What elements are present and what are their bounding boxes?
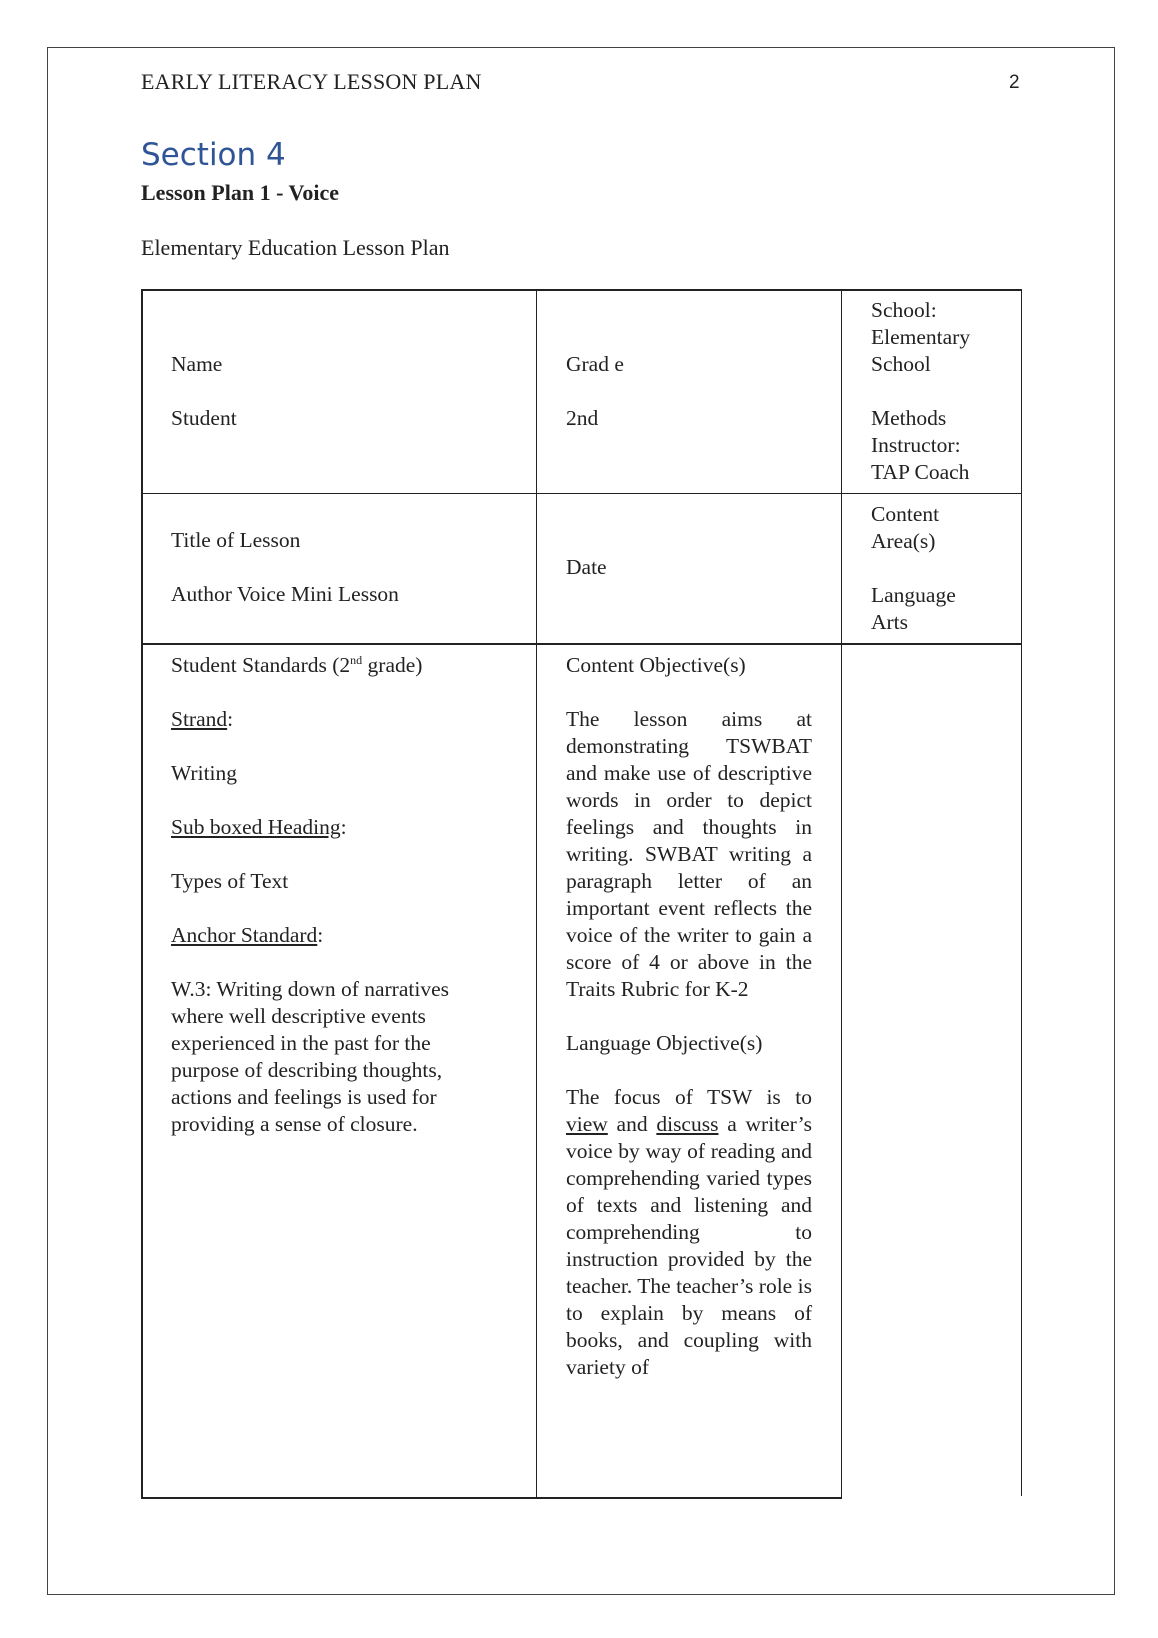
table-right-border xyxy=(1021,289,1022,1496)
school-cell xyxy=(871,297,1016,486)
name-cell xyxy=(171,351,511,432)
content-area-value-line1: Language xyxy=(871,583,956,607)
objectives-cell xyxy=(566,652,812,1381)
sub-heading-label: Sub boxed Heading: xyxy=(171,815,347,839)
date-label: Date xyxy=(566,555,607,579)
anchor-standard-line: experienced in the past for the xyxy=(171,1031,431,1055)
language-objective-text: The focus of TSW is to view and discuss a writer’s voice by way of reading and comprehending varied types of texts and listening and comprehending to instruction provided by the teacher. The teacher’s role is to explain by means of books, and coupling with variety of xyxy=(566,1085,812,1379)
school-label-line1: School: xyxy=(871,298,937,322)
lesson-title-cell xyxy=(171,527,511,608)
grade-value: 2nd xyxy=(566,406,599,430)
lesson-title-value: Author Voice Mini Lesson xyxy=(171,582,399,606)
standards-label: Student Standards (2nd grade) xyxy=(171,653,423,677)
grade-label: Grad e xyxy=(566,352,624,376)
anchor-standard-line: actions and feelings is used for xyxy=(171,1085,437,1109)
anchor-standard-line: purpose of describing thoughts, xyxy=(171,1058,443,1082)
anchor-standard-line: where well descriptive events xyxy=(171,1004,426,1028)
anchor-standard-line: W.3: Writing down of narratives xyxy=(171,977,449,1001)
grade-cell xyxy=(566,351,816,432)
content-area-label-line1: Content xyxy=(871,502,940,526)
content-objective-label: Content Objective(s) xyxy=(566,653,746,677)
row1-divider xyxy=(141,493,1022,494)
content-area-value-line2: Arts xyxy=(871,610,909,634)
running-head: EARLY LITERACY LESSON PLAN xyxy=(141,69,482,94)
table-left-border xyxy=(141,289,143,1499)
lesson-plan-title: Lesson Plan 1 - Voice xyxy=(141,180,340,205)
strand-value: Writing xyxy=(171,761,238,785)
column2-divider xyxy=(841,289,842,1499)
school-label-line3: School xyxy=(871,352,931,376)
table-top-border xyxy=(141,289,1022,291)
table-bottom-border xyxy=(141,1497,841,1499)
section-title: Section 4 xyxy=(141,137,286,173)
row2-divider xyxy=(141,643,1022,645)
instructor-line2: Instructor: xyxy=(871,433,961,457)
instructor-line1: Methods xyxy=(871,406,947,430)
anchor-standard-line: providing a sense of closure. xyxy=(171,1112,418,1136)
anchor-standard-label: Anchor Standard: xyxy=(171,923,324,947)
lesson-title-label: Title of Lesson xyxy=(171,528,301,552)
standards-cell xyxy=(171,652,516,1138)
document-subtitle: Elementary Education Lesson Plan xyxy=(141,235,450,260)
sub-heading-value: Types of Text xyxy=(171,869,289,893)
content-objective-text: The lesson aims at demonstrating TSWBAT and make use of descriptive words in order to depict feelings and thoughts in writing. SWBAT writing a paragraph letter of an important event reflects the voice of the writer to gain a score of 4 or above in the Traits Rubric for K-2 xyxy=(566,707,812,1001)
name-value: Student xyxy=(171,406,237,430)
content-area-label-line2: Area(s) xyxy=(871,529,936,553)
strand-label: Strand: xyxy=(171,707,234,731)
school-label-line2: Elementary xyxy=(871,325,971,349)
content-area-cell xyxy=(871,501,1016,636)
name-label: Name xyxy=(171,352,223,376)
language-objective-label: Language Objective(s) xyxy=(566,1031,763,1055)
instructor-line3: TAP Coach xyxy=(871,460,970,484)
lesson-plan-table xyxy=(141,289,1022,1499)
date-cell xyxy=(566,554,816,581)
page-number: 2 xyxy=(1009,72,1020,93)
column1-divider xyxy=(536,289,537,1499)
